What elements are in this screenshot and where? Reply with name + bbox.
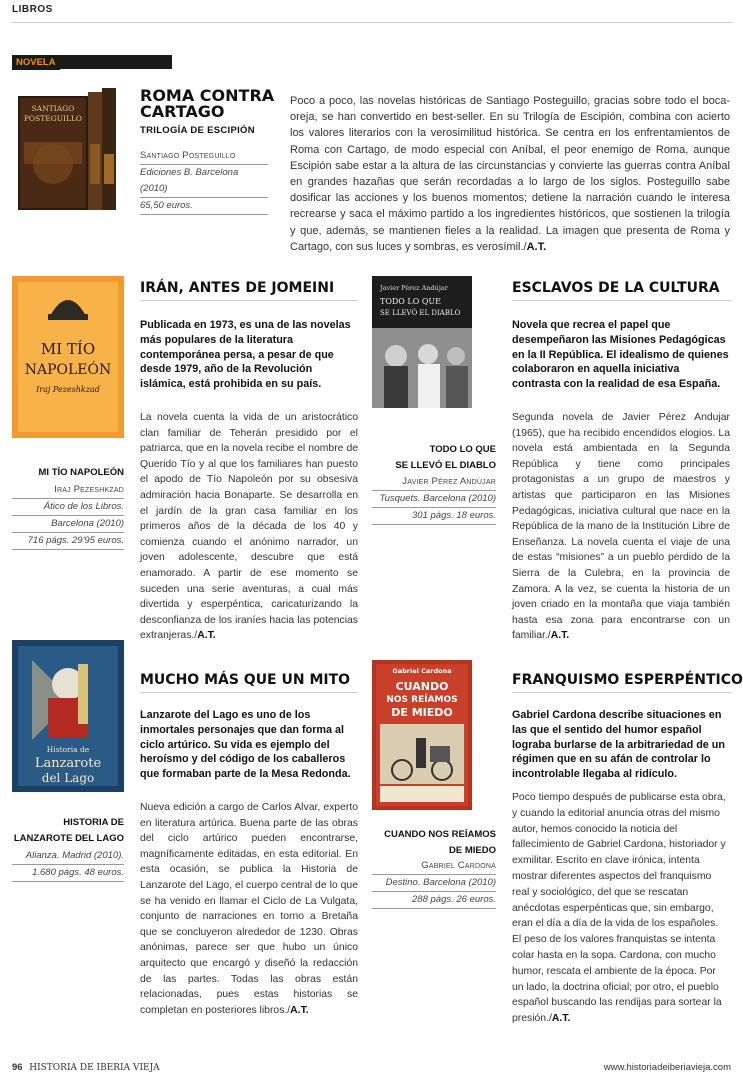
book4-caption: HISTORIA DE LANZAROTE DEL LAGO [13,817,124,844]
book5-author: Gabriel Cardona [372,858,496,875]
book2-pages: 716 págs. 29'95 euros. [12,533,124,550]
book2-meta [12,482,124,550]
book3-title: ESCLAVOS DE LA CULTURA [512,280,720,296]
book1-publisher: Ediciones B. Barcelona (2010) [140,165,268,198]
book4-body: Nueva edición a cargo de Carlos Alvar, experto en literatura artúrica. Buena parte de las obras del ciclo artúrico pueden encontrarse, magníficamente editadas, en esta editorial. En esta ocasión, se publica la Historia de Lanzarote del Lago, el cuerpo central de lo que se ha venido en llamar el Ciclo de La Vulgata, conjunto de narraciones en torno a Bretaña que se concluyeron alrededor de 1230. Obras anónimas, parece ser que hubo un único arquitecto que encargó y diseñó la redacción de las partes. Todas las obras están relacionadas, pues estas historias se completan en posteriores libros./A.T. [140,802,358,1016]
book5-title: FRANQUISMO ESPERPÉNTICO [512,672,743,688]
book-cover-roma [12,84,124,216]
book5-meta [372,858,496,909]
cover-lanzarote-t2: Lanzarote [34,756,102,771]
book3-caption: TODO LO QUE SE LLEVÓ EL DIABLO [395,444,496,471]
book3-pages: 301 págs. 18 euros. [372,508,496,525]
cover-diablo-author: Javier Pérez Andújar [380,284,448,292]
book5-title-rule [512,692,732,693]
cover-napoleon-t2: NAPOLEÓN [24,362,112,378]
book1-body: Poco a poco, las novelas históricas de Santiago Posteguillo, gracias sobre todo el boca-oreja, se han convertido en best-seller. En su Trilogía de Escipión, combina con acierto los valores literarios con la verosimilitud histórica. Se centra en los enfrentamientos de Roma con Cartago, de modo especial con Aníbal, el peor enemigo de Roma, aunque Escipión sabe estar a la altura de las circunstancias y convierte las guerras contra Aníbal en grandes hazañas que serán recordadas a lo largo de los siglos. Posteguillo sabe dosificar las acciones y los buenos momentos; detiene la narración cuando le interesa recrearse y saca el máximo partido a los ingredientes históricos, que sostienen la trilogía y que, además, se mantienen fieles a la realidad. La imagen que presenta de Roma y Cartago, con sus luces y sombras, es verosímil./A.T. [290,95,730,253]
book5-caption: CUANDO NOS REÍAMOS DE MIEDO [384,829,496,856]
book1-author: Santiago Posteguillo [140,148,268,165]
magazine-name: HISTORIA DE IBERIA VIEJA [29,1063,160,1073]
book4-title: MUCHO MÁS QUE UN MITO [140,672,351,688]
cover-miedo-t2: NOS REÍAMOS [386,695,458,705]
book4-pages: 1.680 págs. 48 euros. [12,865,124,882]
book4-lead: Lanzarote del Lago es uno de los inmortales personajes que dan forma al ciclo artúrico. Su vida es ejemplo del heroísmo y del código de los caballeros que formaban parte de la Mesa Redonda. [140,709,351,781]
cover-roma-author2: POSTEGUILLO [23,114,83,123]
cover-miedo-t1: CUANDO [395,680,449,693]
book2-title-rule [140,300,358,301]
cover-roma-author1: SANTIAGO [31,104,75,113]
book1-meta [140,148,268,215]
category-tag: NOVELA [12,55,60,70]
book-cover-napoleon [12,276,124,438]
book1-price: 65,50 euros. [140,198,268,215]
book3-body: Segunda novela de Javier Pérez Andujar (1965), que ha recibido encendidos elogios. La novela está ambientada en la Segunda República y tiene como principales protagonistas a un grupo de maestros y artistas que participaron en las Misiones Pedagógicas, iniciativa cultural que nace en la República de la mano de la Institución Libre de Enseñanza. La novela cuenta el viaje de una de estas “misiones” a un pueblo perdido de la Sierra de la Culebra, en la provincia de Zamora. A la vez, se cuenta la historia de un joven criado en la montaña que viaja también hasta esa zona para encontrarse con un familiar./A.T. [512,412,730,642]
section-header: LIBROS [12,4,53,15]
footer-left [12,1062,160,1073]
cover-miedo-t3: DE MIEDO [391,706,453,719]
book2-lead: Publicada en 1973, es una de las novelas más populares de la literatura contemporánea persa, a pesar de que desde 1979, año de la Revolución islámica, está prohibida en su país. [140,319,351,391]
page-number: 96 [12,1062,23,1073]
book-cover-diablo [372,276,472,408]
header-rule [12,22,732,23]
book5-pages: 288 págs. 26 euros. [372,892,496,909]
book4-publisher: Alianza. Madrid (2010). [12,848,124,865]
book1-subtitle: TRILOGÍA DE ESCIPIÓN [140,125,255,136]
book2-publisher: Ático de los Libros. [12,499,124,516]
book2-caption: MI TÍO NAPOLEÓN [38,467,124,478]
book-cover-miedo [372,660,472,810]
site-url: www.historiadeiberiavieja.com [603,1062,731,1073]
book2-author: Iraj Pezeshkzad [12,482,124,499]
book3-author: Javier Pérez Andújar [372,474,496,491]
cover-miedo-author: Gabriel Cardona [392,667,452,675]
book2-place: Barcelona (2010) [12,516,124,533]
cover-napoleon-author: Iraj Pezeshkzad [36,385,100,394]
book3-title-rule [512,300,732,301]
book5-lead: Gabriel Cardona describe situaciones en las que el sentido del humor español lograba burlarse de la arbitrariedad de un régimen que en su afán de controlar lo incontrolable llegaba al ridículo. [512,709,726,781]
book1-title: ROMA CONTRA CARTAGO [140,86,275,121]
cover-napoleon-t1: MI TÍO [40,340,96,358]
book4-meta [12,848,124,882]
book5-body: Poco tiempo después de publicarse esta obra, y cuando la editorial anuncia otras del mismo autor, hemos conocido la noticia del fallecimiento de Gabriel Cardona, historiador y exmilitar. Escrito en clave irónica, intenta mostrar diferentes aspectos del franquismo real y sociológico, del que se rescatan anécdotas esperpénticas que, sin embargo, eran el día a día de la vida de los españoles. El peso de los valores franquistas se intenta colar hasta en la sopa. Cardona, con mucho humor, rescata el ambiente de la época. Por un lado, la doctrina oficial; por otro, el pueblo español buscando las rendijas para sortear la presión./A.T. [512,792,726,1025]
book3-publisher: Tusquets. Barcelona (2010) [372,491,496,508]
cover-diablo-t2: SE LLEVÓ EL DIABLO [380,309,461,317]
book3-lead: Novela que recrea el papel que desempeñaron las Misiones Pedagógicas en la II República. El idealismo de quienes colaboraron en aquella iniciativa contrasta con la realidad de esa España. [512,319,729,391]
book-cover-lanzarote [12,640,124,792]
cover-lanzarote-t3: del Lago [41,771,95,785]
book5-publisher: Destino. Barcelona (2010) [372,875,496,892]
book2-title: IRÁN, ANTES DE JOMEINI [140,280,335,296]
cover-diablo-t1: TODO LO QUE [380,297,441,306]
book2-body: La novela cuenta la vida de un aristocrático clan familiar de Teherán presidido por el patriarca, que en la novela recibe el nombre de Querido Tío y al que los familiares han puesto el apodo de Tío Napoleón por su obsesiva admiración hacia Bonaparte. Se desarrolla en el jardín de la gran casa familiar en los primeros años de la década de los 40 y comienza cuando el anónimo narrador, un joven adolescente, descubre que está enamorado. A partir de ese momento se suceden una serie aventuras, a cual más divertida y esperpéntica, caricaturizando la desconfianza de los iraníes hacia las potencias extranjeras./A.T. [140,412,358,642]
cover-lanzarote-t1: Historia de [46,745,90,754]
book3-meta [372,474,496,525]
book4-title-rule [140,692,358,693]
